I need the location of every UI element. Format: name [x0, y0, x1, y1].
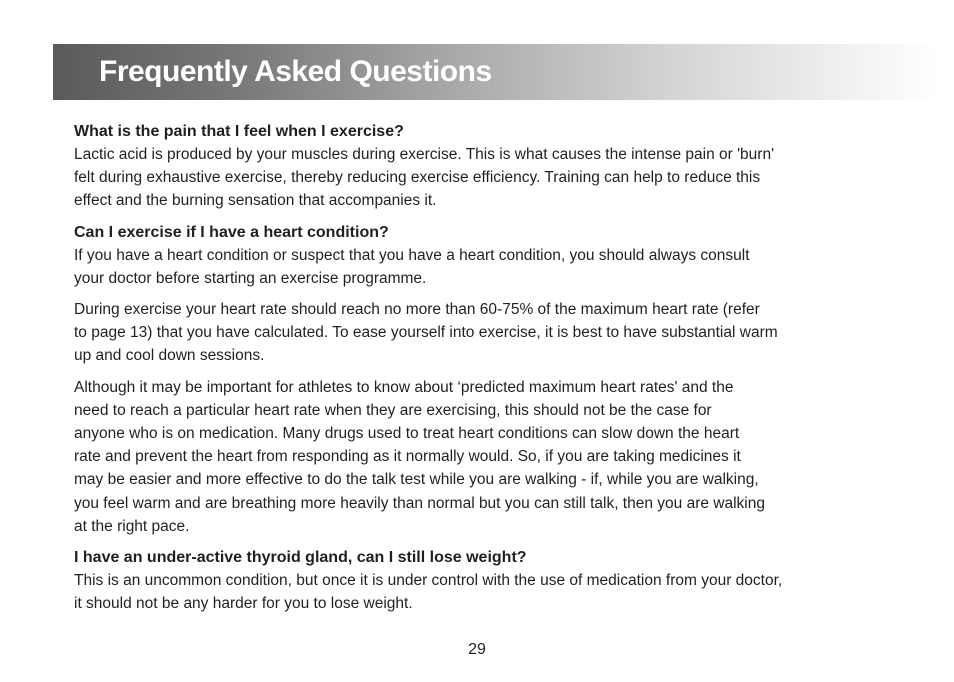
text-line: During exercise your heart rate should reach no more than 60-75% of the maximum heart rate (refer: [74, 301, 760, 319]
text-line: Although it may be important for athletes to know about ‘predicted maximum heart rates' and the: [74, 378, 734, 396]
faq-question: What is the pain that I feel when I exercise?: [74, 123, 404, 140]
text-line: you feel warm and are breathing more heavily than normal but you can still talk, then you are walking: [74, 494, 765, 512]
faq-answer-paragraph: [74, 376, 894, 538]
text-line: Lactic acid is produced by your muscles during exercise. This is what causes the intense pain or 'burn': [74, 146, 775, 163]
text-line: anyone who is on medication. Many drugs used to treat heart conditions can slow down the heart: [74, 425, 740, 443]
faq-answer-paragraph: [74, 244, 894, 290]
page-title: Frequently Asked Questions: [99, 55, 492, 88]
text-line: may be easier and more effective to do the talk test while you are walking - if, while you are walking,: [74, 471, 759, 489]
faq-answer-paragraph: [74, 143, 894, 213]
faq-content: [74, 120, 894, 623]
faq-question: Can I exercise if I have a heart condition?: [74, 223, 389, 241]
page-number: 29: [468, 641, 486, 658]
faq-answer-paragraph: [74, 298, 894, 368]
text-line: If you have a heart condition or suspect that you have a heart condition, you should always consult: [74, 246, 750, 264]
text-line: your doctor before starting an exercise programme.: [74, 269, 427, 287]
header-bar: [53, 44, 937, 100]
text-line: it should not be any harder for you to lose weight.: [74, 595, 413, 613]
text-line: This is an uncommon condition, but once it is under control with the use of medication from your doctor,: [74, 572, 783, 590]
text-line: rate and prevent the heart from responding as it normally would. So, if you are taking medicines it: [74, 448, 741, 466]
text-line: to page 13) that you have calculated. To ease yourself into exercise, it is best to have substantial warm: [74, 324, 778, 342]
text-line: need to reach a particular heart rate when they are exercising, this should not be the case for: [74, 401, 712, 419]
faq-answer-paragraph: [74, 569, 894, 615]
text-line: at the right pace.: [74, 517, 190, 535]
text-line: felt during exhaustive exercise, thereby reducing exercise efficiency. Training can help to reduce this: [74, 169, 761, 187]
text-line: effect and the burning sensation that accompanies it.: [74, 192, 437, 210]
faq-question: I have an under-active thyroid gland, can I still lose weight?: [74, 549, 527, 567]
text-line: up and cool down sessions.: [74, 347, 265, 365]
